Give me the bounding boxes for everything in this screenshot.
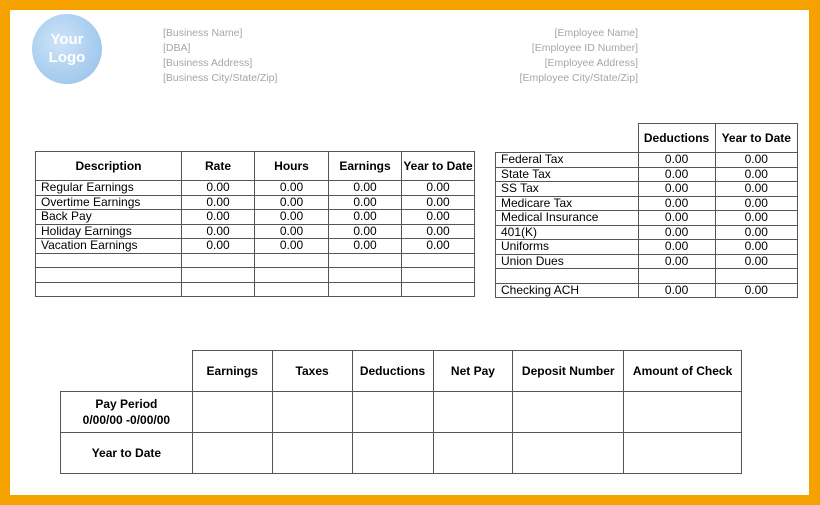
table-row <box>36 239 475 254</box>
business-dba: [DBA] <box>163 42 191 54</box>
summary-header-row <box>61 351 742 392</box>
logo-placeholder <box>32 14 102 84</box>
deduction-description: Federal Tax <box>496 153 639 168</box>
summary-col-amount-of-check: Amount of Check <box>624 351 742 392</box>
table-row <box>36 224 475 239</box>
deduction-amount: 0.00 <box>638 167 715 182</box>
deduction-description: Medical Insurance <box>496 211 639 226</box>
earnings-hours: 0.00 <box>255 210 329 225</box>
pay-period-label-cell <box>61 392 193 433</box>
deduction-ytd: 0.00 <box>715 225 797 240</box>
checking-ach-ytd: 0.00 <box>715 283 797 298</box>
earnings-hours: 0.00 <box>255 239 329 254</box>
employee-address: [Employee Address] <box>544 57 638 69</box>
earnings-col-earnings: Earnings <box>329 152 402 181</box>
ytd-label: Year to Date <box>61 433 193 474</box>
earnings-col-rate: Rate <box>182 152 255 181</box>
earnings-amount: 0.00 <box>329 224 402 239</box>
employee-info <box>520 26 638 86</box>
earnings-table <box>35 151 475 297</box>
business-address: [Business Address] <box>163 57 253 69</box>
deduction-amount: 0.00 <box>638 182 715 197</box>
earnings-col-hours: Hours <box>255 152 329 181</box>
earnings-ytd: 0.00 <box>402 210 475 225</box>
table-row <box>36 210 475 225</box>
table-row-empty <box>36 268 475 283</box>
earnings-description: Holiday Earnings <box>36 224 182 239</box>
table-row-empty <box>36 253 475 268</box>
table-row <box>36 181 475 196</box>
business-city-state-zip: [Business City/State/Zip] <box>163 72 278 84</box>
business-name: [Business Name] <box>163 27 243 39</box>
earnings-header-row <box>36 152 475 181</box>
earnings-ytd: 0.00 <box>402 224 475 239</box>
logo-text-line2: Logo <box>48 49 86 66</box>
pay-stub-page <box>10 10 809 495</box>
pay-summary-table <box>60 350 742 474</box>
table-row <box>496 225 798 240</box>
employee-id: [Employee ID Number] <box>531 42 638 54</box>
earnings-hours: 0.00 <box>255 195 329 210</box>
table-row-empty <box>36 282 475 297</box>
deductions-header-row <box>496 124 798 153</box>
deduction-ytd: 0.00 <box>715 240 797 255</box>
earnings-description: Vacation Earnings <box>36 239 182 254</box>
checking-ach-label: Checking ACH <box>496 283 639 298</box>
earnings-amount: 0.00 <box>329 210 402 225</box>
earnings-hours: 0.00 <box>255 181 329 196</box>
pay-period-label: Pay Period <box>95 397 158 411</box>
table-row <box>496 182 798 197</box>
deduction-ytd: 0.00 <box>715 254 797 269</box>
deduction-ytd: 0.00 <box>715 167 797 182</box>
deduction-amount: 0.00 <box>638 225 715 240</box>
earnings-rate: 0.00 <box>182 210 255 225</box>
table-row <box>496 167 798 182</box>
table-row <box>36 195 475 210</box>
summary-col-deductions: Deductions <box>352 351 433 392</box>
earnings-amount: 0.00 <box>329 239 402 254</box>
deduction-amount: 0.00 <box>638 254 715 269</box>
deduction-description: Union Dues <box>496 254 639 269</box>
deduction-amount: 0.00 <box>638 211 715 226</box>
summary-col-earnings: Earnings <box>192 351 272 392</box>
earnings-amount: 0.00 <box>329 195 402 210</box>
deduction-amount: 0.00 <box>638 240 715 255</box>
earnings-rate: 0.00 <box>182 224 255 239</box>
table-row <box>496 240 798 255</box>
earnings-description: Regular Earnings <box>36 181 182 196</box>
earnings-amount: 0.00 <box>329 181 402 196</box>
deduction-ytd: 0.00 <box>715 196 797 211</box>
deduction-description: State Tax <box>496 167 639 182</box>
table-row <box>496 254 798 269</box>
deductions-table <box>495 123 798 298</box>
deduction-ytd: 0.00 <box>715 153 797 168</box>
deduction-ytd: 0.00 <box>715 182 797 197</box>
earnings-ytd: 0.00 <box>402 181 475 196</box>
earnings-description: Back Pay <box>36 210 182 225</box>
deduction-amount: 0.00 <box>638 153 715 168</box>
earnings-rate: 0.00 <box>182 195 255 210</box>
table-row <box>496 153 798 168</box>
summary-ytd-row <box>61 433 742 474</box>
earnings-col-ytd: Year to Date <box>402 152 475 181</box>
deduction-ytd: 0.00 <box>715 211 797 226</box>
earnings-description: Overtime Earnings <box>36 195 182 210</box>
checking-ach-amount: 0.00 <box>638 283 715 298</box>
employee-name: [Employee Name] <box>554 27 638 39</box>
earnings-hours: 0.00 <box>255 224 329 239</box>
earnings-ytd: 0.00 <box>402 239 475 254</box>
table-row-empty <box>496 269 798 284</box>
employee-city-state-zip: [Employee City/State/Zip] <box>519 72 638 84</box>
logo-text-line1: Your <box>50 31 84 48</box>
summary-col-deposit-number: Deposit Number <box>513 351 624 392</box>
deductions-col-current: Deductions <box>638 124 715 153</box>
table-row <box>496 211 798 226</box>
earnings-rate: 0.00 <box>182 239 255 254</box>
summary-col-taxes: Taxes <box>272 351 352 392</box>
table-row <box>496 196 798 211</box>
deduction-description: Uniforms <box>496 240 639 255</box>
earnings-col-description: Description <box>36 152 182 181</box>
deduction-description: Medicare Tax <box>496 196 639 211</box>
business-info <box>163 26 277 86</box>
earnings-ytd: 0.00 <box>402 195 475 210</box>
deductions-col-ytd: Year to Date <box>715 124 797 153</box>
table-row <box>496 283 798 298</box>
deduction-description: 401(K) <box>496 225 639 240</box>
pay-period-range: 0/00/00 -0/00/00 <box>82 413 171 427</box>
earnings-rate: 0.00 <box>182 181 255 196</box>
summary-col-net-pay: Net Pay <box>433 351 513 392</box>
deduction-description: SS Tax <box>496 182 639 197</box>
summary-pay-period-row <box>61 392 742 433</box>
deduction-amount: 0.00 <box>638 196 715 211</box>
